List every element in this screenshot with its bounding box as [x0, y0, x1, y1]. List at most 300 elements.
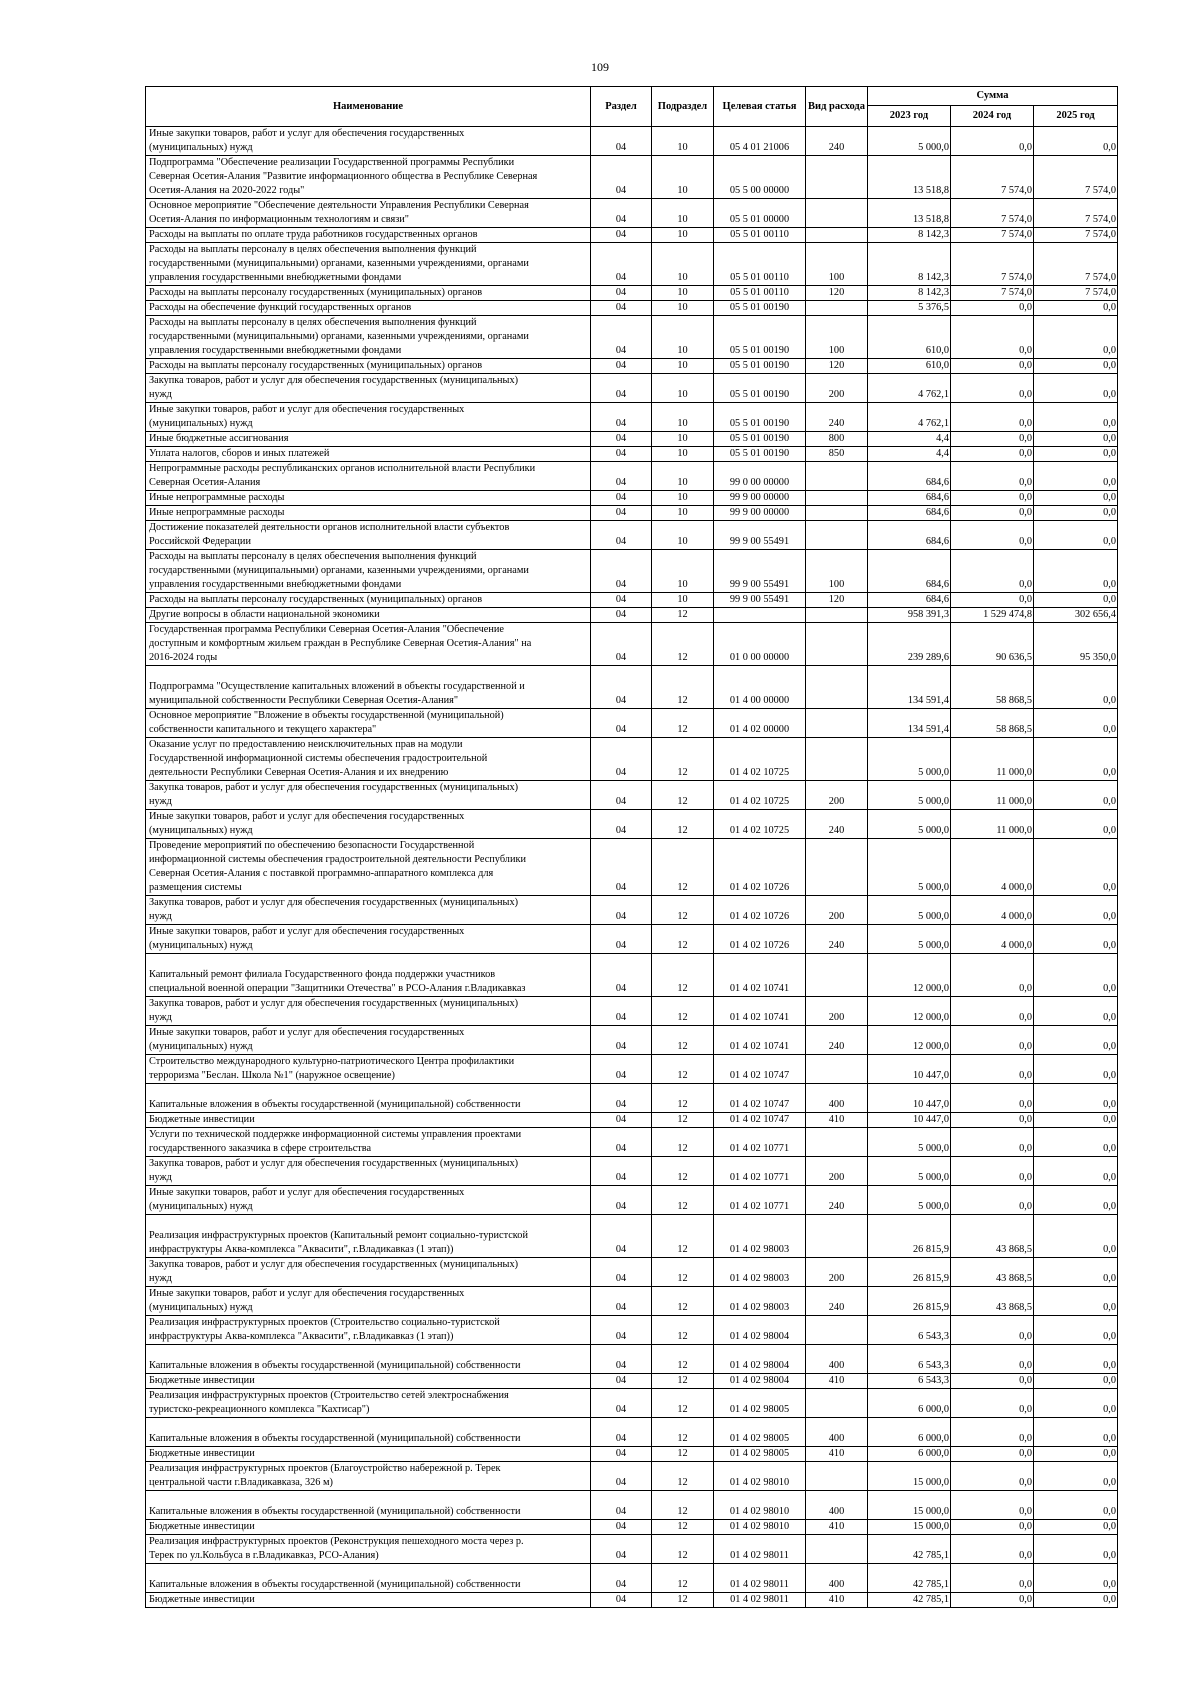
amount-2024-cell: 0,0 — [951, 1564, 1034, 1593]
kind-cell — [806, 839, 868, 896]
header-year-2025: 2025 год — [1034, 106, 1118, 127]
table-row — [146, 954, 1118, 997]
target-cell: 01 4 02 98011 — [714, 1535, 806, 1564]
target-cell: 99 9 00 55491 — [714, 550, 806, 593]
section-cell: 04 — [591, 403, 652, 432]
subsection-cell: 10 — [652, 550, 714, 593]
kind-cell: 200 — [806, 1157, 868, 1186]
item-name-cell — [146, 1447, 591, 1462]
amount-2025-cell: 0,0 — [1034, 738, 1118, 781]
kind-cell: 410 — [806, 1113, 868, 1128]
amount-2024-cell: 0,0 — [951, 1026, 1034, 1055]
amount-2024-cell: 0,0 — [951, 1535, 1034, 1564]
section-cell: 04 — [591, 839, 652, 896]
item-name-cell — [146, 491, 591, 506]
amount-2023-cell: 12 000,0 — [868, 997, 951, 1026]
amount-2024-cell: 0,0 — [951, 593, 1034, 608]
target-cell: 01 4 00 00000 — [714, 666, 806, 709]
item-name-cell — [146, 374, 591, 403]
amount-2025-cell: 0,0 — [1034, 1055, 1118, 1084]
amount-2024-cell: 11 000,0 — [951, 810, 1034, 839]
target-cell: 01 4 02 98005 — [714, 1418, 806, 1447]
table-row — [146, 925, 1118, 954]
amount-2023-cell: 4,4 — [868, 432, 951, 447]
target-cell: 05 5 01 00190 — [714, 359, 806, 374]
target-cell: 99 9 00 00000 — [714, 506, 806, 521]
kind-cell — [806, 1389, 868, 1418]
amount-2023-cell: 8 142,3 — [868, 243, 951, 286]
amount-2024-cell: 0,0 — [951, 1491, 1034, 1520]
amount-2024-cell: 0,0 — [951, 521, 1034, 550]
item-name-cell — [146, 316, 591, 359]
table-row — [146, 839, 1118, 896]
subsection-cell: 12 — [652, 1084, 714, 1113]
item-name-cell — [146, 896, 591, 925]
kind-cell — [806, 228, 868, 243]
kind-cell: 400 — [806, 1084, 868, 1113]
item-name-line: Иные бюджетные ассигнования — [149, 433, 289, 444]
kind-cell: 240 — [806, 1186, 868, 1215]
subsection-cell: 10 — [652, 462, 714, 491]
item-name-line: Иные закупки товаров, работ и услуг для обеспечения государственных — [149, 1027, 465, 1038]
target-cell: 99 9 00 55491 — [714, 593, 806, 608]
amount-2025-cell: 0,0 — [1034, 1128, 1118, 1157]
item-name-cell — [146, 1564, 591, 1593]
amount-2024-cell: 7 574,0 — [951, 199, 1034, 228]
item-name-line: Закупка товаров, работ и услуг для обеспечения государственных (муниципальных) — [149, 1259, 519, 1270]
target-cell: 05 5 01 00110 — [714, 243, 806, 286]
item-name-cell — [146, 403, 591, 432]
target-cell: 01 4 02 98003 — [714, 1215, 806, 1258]
subsection-cell: 12 — [652, 1258, 714, 1287]
kind-cell — [806, 1055, 868, 1084]
amount-2023-cell: 5 000,0 — [868, 1157, 951, 1186]
table-row — [146, 1026, 1118, 1055]
item-name-line: Иные закупки товаров, работ и услуг для обеспечения государственных — [149, 128, 465, 139]
section-cell: 04 — [591, 1520, 652, 1535]
item-name-line: Реализация инфраструктурных проектов (Реконструкция пешеходного моста через р. — [149, 1536, 524, 1547]
subsection-cell: 12 — [652, 997, 714, 1026]
table-row — [146, 1462, 1118, 1491]
item-name-line: Закупка товаров, работ и услуг для обеспечения государственных (муниципальных) — [149, 897, 519, 908]
amount-2025-cell: 0,0 — [1034, 491, 1118, 506]
amount-2024-cell: 4 000,0 — [951, 896, 1034, 925]
target-cell: 01 4 02 10771 — [714, 1157, 806, 1186]
amount-2023-cell: 5 000,0 — [868, 127, 951, 156]
amount-2023-cell: 684,6 — [868, 491, 951, 506]
amount-2025-cell: 0,0 — [1034, 954, 1118, 997]
subsection-cell: 12 — [652, 738, 714, 781]
kind-cell: 400 — [806, 1491, 868, 1520]
item-name-line — [149, 1418, 589, 1432]
item-name-line: Основное мероприятие "Обеспечение деятельности Управления Республики Северная — [149, 200, 529, 211]
subsection-cell: 12 — [652, 1157, 714, 1186]
subsection-cell: 12 — [652, 810, 714, 839]
item-name-line: Осетия-Алания на 2020-2022 годы" — [149, 185, 305, 196]
amount-2025-cell: 7 574,0 — [1034, 228, 1118, 243]
subsection-cell: 10 — [652, 286, 714, 301]
item-name-line: деятельности Республики Северная Осетия-Алания и их внедрению — [149, 767, 449, 778]
amount-2023-cell: 5 000,0 — [868, 925, 951, 954]
section-cell: 04 — [591, 954, 652, 997]
kind-cell: 800 — [806, 432, 868, 447]
item-name-line: Осетия-Алания по информационным технологиям и связи" — [149, 214, 409, 225]
kind-cell: 400 — [806, 1564, 868, 1593]
amount-2024-cell: 11 000,0 — [951, 738, 1034, 781]
amount-2024-cell: 58 868,5 — [951, 666, 1034, 709]
item-name-line: муниципальной собственности Республики Северная Осетия-Алания" — [149, 695, 459, 706]
table-row — [146, 1389, 1118, 1418]
amount-2023-cell: 13 518,8 — [868, 199, 951, 228]
item-name-line: туристско-рекреационного комплекса "Кахтисар") — [149, 1404, 370, 1415]
item-name-cell — [146, 156, 591, 199]
item-name-cell — [146, 954, 591, 997]
amount-2024-cell: 0,0 — [951, 1462, 1034, 1491]
item-name-line: Расходы на обеспечение функций государственных органов — [149, 302, 412, 313]
table-row — [146, 462, 1118, 491]
item-name-line: Другие вопросы в области национальной экономики — [149, 609, 380, 620]
item-name-line: (муниципальных) нужд — [149, 142, 253, 153]
amount-2024-cell: 0,0 — [951, 1186, 1034, 1215]
amount-2024-cell: 0,0 — [951, 1316, 1034, 1345]
amount-2023-cell: 42 785,1 — [868, 1593, 951, 1608]
subsection-cell: 12 — [652, 1316, 714, 1345]
amount-2025-cell: 0,0 — [1034, 1026, 1118, 1055]
amount-2023-cell: 4 762,1 — [868, 374, 951, 403]
item-name-line: Государственной информационной системы обеспечения градостроительной — [149, 753, 488, 764]
subsection-cell: 10 — [652, 374, 714, 403]
item-name-line: Капитальные вложения в объекты государственной (муниципальной) собственности — [149, 1433, 521, 1444]
item-name-line: государственными (муниципальными) органами, казенными учреждениями, органами — [149, 565, 529, 576]
section-cell: 04 — [591, 1564, 652, 1593]
amount-2023-cell: 684,6 — [868, 462, 951, 491]
amount-2025-cell: 0,0 — [1034, 127, 1118, 156]
table-row — [146, 623, 1118, 666]
amount-2023-cell: 958 391,3 — [868, 608, 951, 623]
section-cell: 04 — [591, 1418, 652, 1447]
subsection-cell: 10 — [652, 156, 714, 199]
item-name-cell — [146, 839, 591, 896]
table-row — [146, 1113, 1118, 1128]
amount-2024-cell: 0,0 — [951, 1113, 1034, 1128]
amount-2025-cell: 0,0 — [1034, 550, 1118, 593]
amount-2025-cell: 0,0 — [1034, 1316, 1118, 1345]
item-name-line: центральной части г.Владикавказа, 326 м) — [149, 1477, 333, 1488]
item-name-line: информационной системы обеспечения градостроительной деятельности Республики — [149, 854, 526, 865]
amount-2023-cell: 6 543,3 — [868, 1345, 951, 1374]
table-row — [146, 447, 1118, 462]
subsection-cell: 12 — [652, 1345, 714, 1374]
amount-2024-cell: 0,0 — [951, 1345, 1034, 1374]
table-row — [146, 997, 1118, 1026]
amount-2024-cell: 0,0 — [951, 403, 1034, 432]
subsection-cell: 10 — [652, 432, 714, 447]
kind-cell: 410 — [806, 1593, 868, 1608]
item-name-cell — [146, 1128, 591, 1157]
item-name-line: Основное мероприятие "Вложение в объекты государственной (муниципальной) — [149, 710, 504, 721]
amount-2024-cell: 7 574,0 — [951, 243, 1034, 286]
kind-cell: 400 — [806, 1345, 868, 1374]
amount-2023-cell: 15 000,0 — [868, 1491, 951, 1520]
target-cell: 01 4 02 10725 — [714, 738, 806, 781]
header-section: Раздел — [591, 87, 652, 127]
section-cell: 04 — [591, 1345, 652, 1374]
amount-2023-cell: 4 762,1 — [868, 403, 951, 432]
amount-2024-cell: 58 868,5 — [951, 709, 1034, 738]
item-name-line: Подпрограмма "Обеспечение реализации Государственной программы Республики — [149, 157, 515, 168]
kind-cell — [806, 491, 868, 506]
item-name-cell — [146, 1215, 591, 1258]
subsection-cell: 10 — [652, 403, 714, 432]
section-cell: 04 — [591, 491, 652, 506]
kind-cell — [806, 1316, 868, 1345]
target-cell: 01 4 02 98004 — [714, 1374, 806, 1389]
section-cell: 04 — [591, 896, 652, 925]
item-name-line: инфраструктуры Аква-комплекса "Аквасити", г.Владикавказ (1 этап)) — [149, 1331, 454, 1342]
item-name-line: Расходы на выплаты персоналу государственных (муниципальных) органов — [149, 594, 483, 605]
item-name-cell — [146, 997, 591, 1026]
header-kind: Вид расхода — [806, 87, 868, 127]
item-name-cell — [146, 447, 591, 462]
item-name-cell — [146, 127, 591, 156]
amount-2025-cell: 7 574,0 — [1034, 156, 1118, 199]
item-name-line: (муниципальных) нужд — [149, 825, 253, 836]
item-name-cell — [146, 359, 591, 374]
table-row — [146, 1258, 1118, 1287]
subsection-cell: 12 — [652, 1374, 714, 1389]
section-cell: 04 — [591, 1287, 652, 1316]
table-row — [146, 228, 1118, 243]
target-cell: 01 4 02 98010 — [714, 1462, 806, 1491]
subsection-cell: 12 — [652, 925, 714, 954]
table-row — [146, 709, 1118, 738]
subsection-cell: 10 — [652, 359, 714, 374]
section-cell: 04 — [591, 462, 652, 491]
table-row — [146, 666, 1118, 709]
item-name-line: Реализация инфраструктурных проектов (Строительство сетей электроснабжения — [149, 1390, 509, 1401]
amount-2025-cell: 0,0 — [1034, 1462, 1118, 1491]
item-name-line: Подпрограмма "Осуществление капитальных вложений в объекты государственной и — [149, 681, 525, 692]
kind-cell — [806, 199, 868, 228]
item-name-line: управления государственными внебюджетными фондами — [149, 345, 402, 356]
subsection-cell: 12 — [652, 1491, 714, 1520]
amount-2024-cell: 43 868,5 — [951, 1258, 1034, 1287]
amount-2023-cell: 6 000,0 — [868, 1389, 951, 1418]
table-row — [146, 1084, 1118, 1113]
target-cell: 01 4 02 10725 — [714, 781, 806, 810]
item-name-line: нужд — [149, 1012, 172, 1023]
amount-2023-cell: 26 815,9 — [868, 1215, 951, 1258]
target-cell: 01 4 02 98010 — [714, 1520, 806, 1535]
item-name-line: Северная Осетия-Алания "Развитие информационного общества в Республике Северная — [149, 171, 538, 182]
item-name-cell — [146, 228, 591, 243]
amount-2024-cell: 4 000,0 — [951, 925, 1034, 954]
target-cell: 05 5 01 00190 — [714, 432, 806, 447]
subsection-cell: 12 — [652, 1186, 714, 1215]
item-name-cell — [146, 1258, 591, 1287]
amount-2025-cell: 0,0 — [1034, 1345, 1118, 1374]
subsection-cell: 12 — [652, 709, 714, 738]
item-name-line: управления государственными внебюджетными фондами — [149, 579, 402, 590]
table-row — [146, 1287, 1118, 1316]
item-name-line: Уплата налогов, сборов и иных платежей — [149, 448, 330, 459]
amount-2025-cell: 0,0 — [1034, 666, 1118, 709]
target-cell: 01 4 02 10726 — [714, 896, 806, 925]
amount-2023-cell: 5 000,0 — [868, 1186, 951, 1215]
section-cell: 04 — [591, 781, 652, 810]
amount-2024-cell: 0,0 — [951, 462, 1034, 491]
amount-2024-cell: 43 868,5 — [951, 1215, 1034, 1258]
item-name-line: Расходы на выплаты персоналу государственных (муниципальных) органов — [149, 360, 483, 371]
item-name-line: Расходы на выплаты персоналу в целях обеспечения выполнения функций — [149, 551, 477, 562]
table-row — [146, 199, 1118, 228]
amount-2025-cell: 0,0 — [1034, 403, 1118, 432]
amount-2025-cell: 0,0 — [1034, 301, 1118, 316]
target-cell: 05 5 00 00000 — [714, 156, 806, 199]
amount-2025-cell: 0,0 — [1034, 1186, 1118, 1215]
item-name-line: Строительство международного культурно-патриотического Центра профилактики — [149, 1056, 515, 1067]
kind-cell — [806, 462, 868, 491]
item-name-line: Закупка товаров, работ и услуг для обеспечения государственных (муниципальных) — [149, 1158, 519, 1169]
amount-2023-cell: 684,6 — [868, 550, 951, 593]
item-name-line: Оказание услуг по предоставлению неисключительных прав на модули — [149, 739, 463, 750]
amount-2025-cell: 0,0 — [1034, 1520, 1118, 1535]
kind-cell — [806, 608, 868, 623]
item-name-line: Непрограммные расходы республиканских органов исполнительной власти Республики — [149, 463, 536, 474]
item-name-line — [149, 954, 589, 968]
amount-2023-cell: 5 000,0 — [868, 810, 951, 839]
target-cell: 05 5 01 00190 — [714, 301, 806, 316]
amount-2025-cell: 0,0 — [1034, 1258, 1118, 1287]
amount-2023-cell: 5 000,0 — [868, 738, 951, 781]
amount-2024-cell: 0,0 — [951, 954, 1034, 997]
table-row — [146, 1535, 1118, 1564]
item-name-cell — [146, 286, 591, 301]
item-name-line: (муниципальных) нужд — [149, 1302, 253, 1313]
header-name: Наименование — [146, 87, 591, 127]
item-name-line: (муниципальных) нужд — [149, 1041, 253, 1052]
kind-cell: 410 — [806, 1520, 868, 1535]
item-name-line: государственными (муниципальными) органами, казенными учреждениями, органами — [149, 331, 529, 342]
target-cell: 01 4 02 10726 — [714, 925, 806, 954]
subsection-cell: 12 — [652, 954, 714, 997]
amount-2025-cell: 0,0 — [1034, 781, 1118, 810]
amount-2024-cell: 0,0 — [951, 506, 1034, 521]
amount-2023-cell: 5 000,0 — [868, 839, 951, 896]
table-row — [146, 301, 1118, 316]
table-row — [146, 608, 1118, 623]
item-name-line: нужд — [149, 389, 172, 400]
target-cell: 01 4 02 98011 — [714, 1593, 806, 1608]
amount-2025-cell: 0,0 — [1034, 1374, 1118, 1389]
table-row — [146, 374, 1118, 403]
item-name-line: государственного заказчика в сфере строительства — [149, 1143, 372, 1154]
amount-2025-cell: 0,0 — [1034, 506, 1118, 521]
section-cell: 04 — [591, 432, 652, 447]
target-cell: 01 4 02 98011 — [714, 1564, 806, 1593]
target-cell: 01 4 02 10725 — [714, 810, 806, 839]
section-cell: 04 — [591, 1258, 652, 1287]
target-cell: 01 4 02 98005 — [714, 1447, 806, 1462]
section-cell: 04 — [591, 1593, 652, 1608]
item-name-cell — [146, 593, 591, 608]
amount-2025-cell: 7 574,0 — [1034, 286, 1118, 301]
amount-2024-cell: 0,0 — [951, 374, 1034, 403]
item-name-cell — [146, 1345, 591, 1374]
amount-2025-cell: 0,0 — [1034, 1491, 1118, 1520]
amount-2025-cell: 0,0 — [1034, 359, 1118, 374]
item-name-cell — [146, 608, 591, 623]
target-cell: 01 4 02 98004 — [714, 1345, 806, 1374]
item-name-cell — [146, 1520, 591, 1535]
item-name-line: доступным и комфортным жильем граждан в Республике Северная Осетия-Алания" на — [149, 638, 532, 649]
amount-2025-cell: 0,0 — [1034, 1084, 1118, 1113]
amount-2024-cell: 0,0 — [951, 1055, 1034, 1084]
item-name-cell — [146, 1491, 591, 1520]
kind-cell — [806, 156, 868, 199]
table-row — [146, 1418, 1118, 1447]
item-name-line: Капитальные вложения в объекты государственной (муниципальной) собственности — [149, 1579, 521, 1590]
amount-2023-cell: 684,6 — [868, 521, 951, 550]
item-name-cell — [146, 781, 591, 810]
item-name-cell — [146, 1389, 591, 1418]
item-name-line: Капитальные вложения в объекты государственной (муниципальной) собственности — [149, 1506, 521, 1517]
table-row — [146, 810, 1118, 839]
item-name-cell — [146, 1055, 591, 1084]
subsection-cell: 10 — [652, 506, 714, 521]
section-cell: 04 — [591, 593, 652, 608]
item-name-cell — [146, 506, 591, 521]
amount-2025-cell: 0,0 — [1034, 925, 1118, 954]
amount-2024-cell: 0,0 — [951, 1084, 1034, 1113]
item-name-line: 2016-2024 годы — [149, 652, 218, 663]
item-name-line: Бюджетные инвестиции — [149, 1594, 255, 1605]
section-cell: 04 — [591, 301, 652, 316]
amount-2023-cell: 684,6 — [868, 593, 951, 608]
item-name-line: нужд — [149, 1172, 172, 1183]
subsection-cell: 12 — [652, 1389, 714, 1418]
amount-2025-cell: 0,0 — [1034, 1389, 1118, 1418]
item-name-line: Расходы на выплаты персоналу в целях обеспечения выполнения функций — [149, 317, 477, 328]
amount-2024-cell: 0,0 — [951, 1374, 1034, 1389]
kind-cell: 100 — [806, 550, 868, 593]
item-name-line: Закупка товаров, работ и услуг для обеспечения государственных (муниципальных) — [149, 782, 519, 793]
target-cell: 01 4 02 98005 — [714, 1389, 806, 1418]
amount-2023-cell: 684,6 — [868, 506, 951, 521]
item-name-line: Капитальные вложения в объекты государственной (муниципальной) собственности — [149, 1360, 521, 1371]
kind-cell: 120 — [806, 593, 868, 608]
item-name-line: Иные закупки товаров, работ и услуг для обеспечения государственных — [149, 811, 465, 822]
amount-2023-cell: 4,4 — [868, 447, 951, 462]
item-name-line: Реализация инфраструктурных проектов (Капитальный ремонт социально-туристской — [149, 1230, 528, 1241]
amount-2024-cell: 0,0 — [951, 1128, 1034, 1157]
amount-2025-cell: 0,0 — [1034, 1215, 1118, 1258]
kind-cell: 400 — [806, 1418, 868, 1447]
item-name-cell — [146, 1084, 591, 1113]
section-cell: 04 — [591, 1535, 652, 1564]
target-cell: 05 5 01 00190 — [714, 403, 806, 432]
target-cell: 01 0 00 00000 — [714, 623, 806, 666]
section-cell: 04 — [591, 286, 652, 301]
amount-2025-cell: 0,0 — [1034, 316, 1118, 359]
amount-2023-cell: 10 447,0 — [868, 1084, 951, 1113]
table-row — [146, 1593, 1118, 1608]
subsection-cell: 10 — [652, 521, 714, 550]
item-name-line: нужд — [149, 796, 172, 807]
target-cell: 05 5 01 00190 — [714, 316, 806, 359]
table-row — [146, 738, 1118, 781]
amount-2025-cell: 302 656,4 — [1034, 608, 1118, 623]
